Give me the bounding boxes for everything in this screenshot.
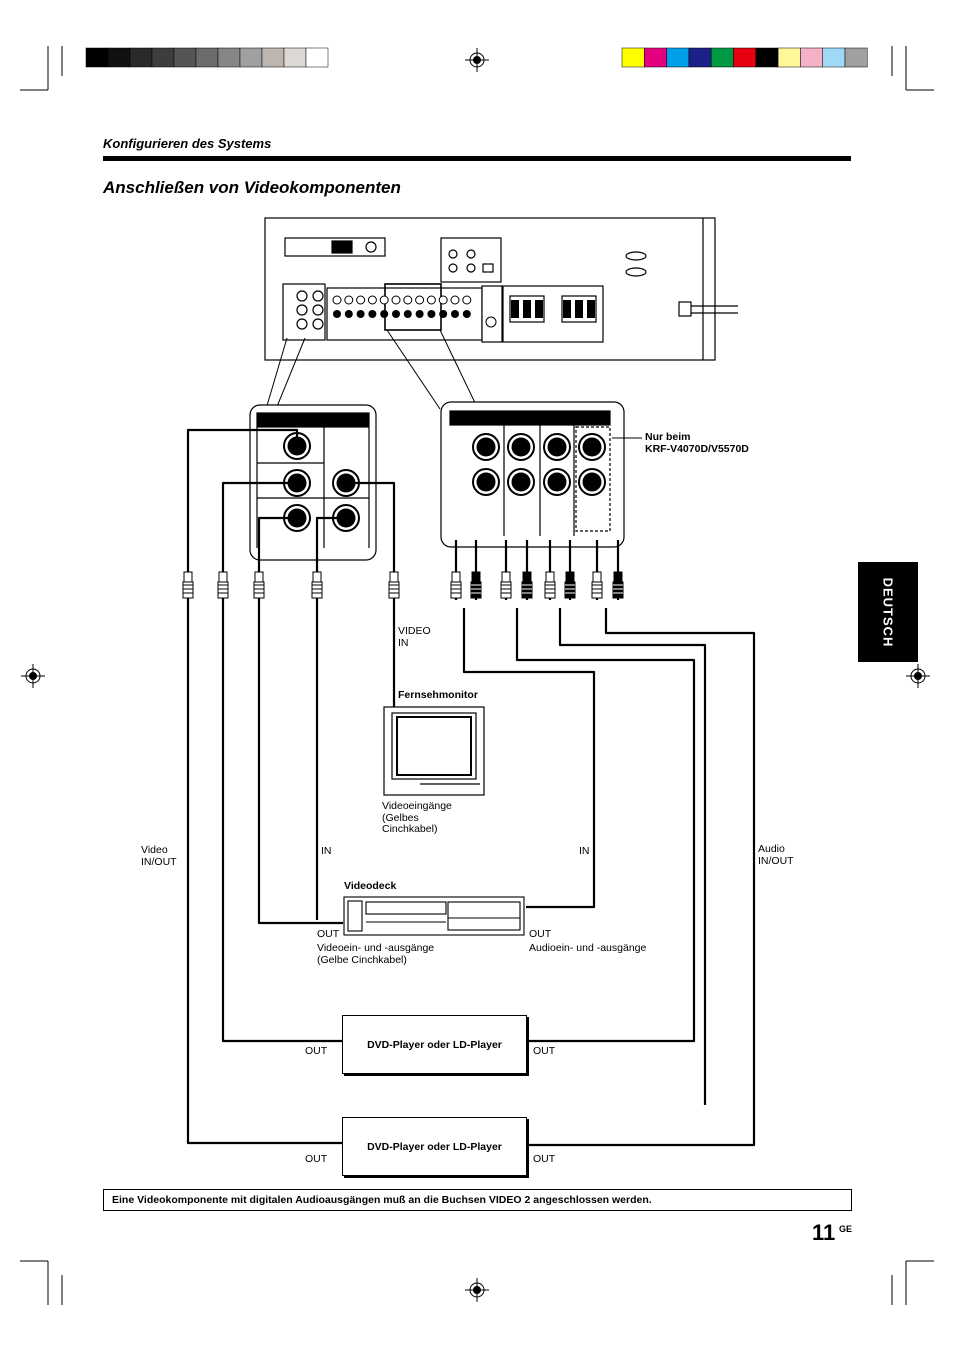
audio-inout-label: Audio IN/OUT: [758, 843, 794, 867]
vcr-out-left: OUT: [317, 928, 340, 940]
page-suffix: GE: [839, 1224, 853, 1234]
language-tab: [858, 562, 918, 662]
tv-name: Fernsehmonitor: [398, 689, 478, 701]
player1-out-left: OUT: [305, 1045, 328, 1057]
model-note: Nur beim KRF-V4070D/V5570D: [645, 431, 749, 455]
video-inout-label: Video IN/OUT: [141, 844, 177, 868]
player2-out-right: OUT: [533, 1153, 556, 1165]
vcr-out-right: OUT: [529, 928, 552, 940]
page-number: 11: [812, 1220, 836, 1245]
vcr-in-left: IN: [321, 845, 332, 857]
video-in-label: VIDEO IN: [398, 625, 431, 649]
dvd-player-2-label: DVD-Player oder LD-Player: [367, 1140, 502, 1153]
tv-caption: Videoeingänge (Gelbes Cinchkabel): [382, 800, 452, 835]
vcr-caption-left: Videoein- und -ausgänge (Gelbe Cinchkabel): [317, 942, 435, 966]
dvd-player-2: [342, 1117, 527, 1176]
language-tab-label: DEUTSCH: [880, 577, 896, 647]
section-title: Konfigurieren des Systems: [103, 136, 272, 151]
vcr-caption-right: Audioein- und -ausgänge: [529, 942, 647, 954]
notice-box: [103, 1189, 852, 1211]
vcr-in-right: IN: [579, 845, 590, 857]
page-heading: Anschließen von Videokomponenten: [103, 178, 401, 197]
dvd-player-1-label: DVD-Player oder LD-Player: [367, 1038, 502, 1051]
vcr-name: Videodeck: [344, 880, 397, 892]
player1-out-right: OUT: [533, 1045, 556, 1057]
notice-text: Eine Videokomponente mit digitalen Audioausgängen muß an die Buchsen VIDEO 2 angeschlossen werden.: [112, 1194, 652, 1206]
dvd-player-1: [342, 1015, 527, 1074]
player2-out-left: OUT: [305, 1153, 328, 1165]
